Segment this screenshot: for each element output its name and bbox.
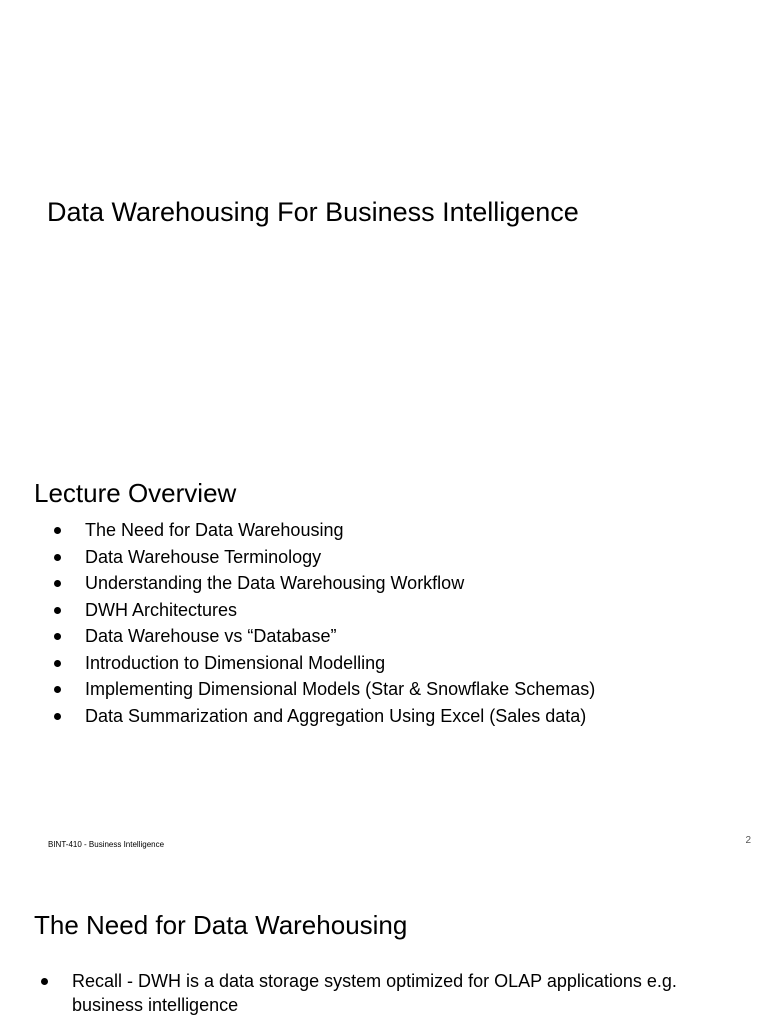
bullet-icon bbox=[54, 713, 61, 720]
bullet-icon bbox=[41, 978, 48, 985]
slide-footer: BINT-410 - Business Intelligence bbox=[48, 840, 165, 849]
bullet-icon bbox=[54, 633, 61, 640]
bullet-icon bbox=[54, 554, 61, 561]
bullet-icon bbox=[54, 686, 61, 693]
list-item-text: DWH Architectures bbox=[85, 599, 238, 620]
list-item bbox=[54, 544, 595, 571]
list-item-text: Implementing Dimensional Models (Star & Snowflake Schemas) bbox=[85, 679, 596, 699]
list-item-text: The Need for Data Warehousing bbox=[85, 520, 344, 540]
list-item bbox=[54, 703, 595, 730]
list-item bbox=[41, 969, 722, 1017]
slide-heading: Lecture Overview bbox=[34, 478, 237, 508]
list-item bbox=[54, 650, 595, 677]
title-slide bbox=[0, 0, 768, 432]
page-number: 2 bbox=[745, 835, 751, 846]
list-item-text: Recall - DWH is a data storage system optimized for OLAP applications e.g. business intelligence bbox=[72, 971, 677, 1015]
bullet-icon bbox=[54, 660, 61, 667]
list-item-text: Data Warehouse vs “Database” bbox=[85, 626, 337, 646]
list-item-text: Data Summarization and Aggregation Using Excel (Sales data) bbox=[85, 705, 587, 726]
list-item-text: Introduction to Dimensional Modelling bbox=[85, 652, 386, 673]
need-for-dwh-slide bbox=[0, 864, 768, 1024]
list-item bbox=[54, 676, 595, 703]
list-item bbox=[54, 570, 595, 597]
slide-heading: The Need for Data Warehousing bbox=[34, 910, 408, 940]
bullet-list bbox=[54, 517, 595, 729]
list-item bbox=[54, 623, 595, 650]
lecture-overview-slide bbox=[0, 432, 768, 864]
list-item-text: Data Warehouse Terminology bbox=[85, 546, 322, 567]
presentation-title: Data Warehousing For Business Intelligence bbox=[47, 197, 579, 227]
bullet-list bbox=[41, 969, 722, 1017]
list-item bbox=[54, 597, 595, 624]
bullet-icon bbox=[54, 527, 61, 534]
bullet-icon bbox=[54, 580, 61, 587]
list-item bbox=[54, 517, 595, 544]
list-item-text: Understanding the Data Warehousing Workflow bbox=[85, 573, 465, 593]
bullet-icon bbox=[54, 607, 61, 614]
